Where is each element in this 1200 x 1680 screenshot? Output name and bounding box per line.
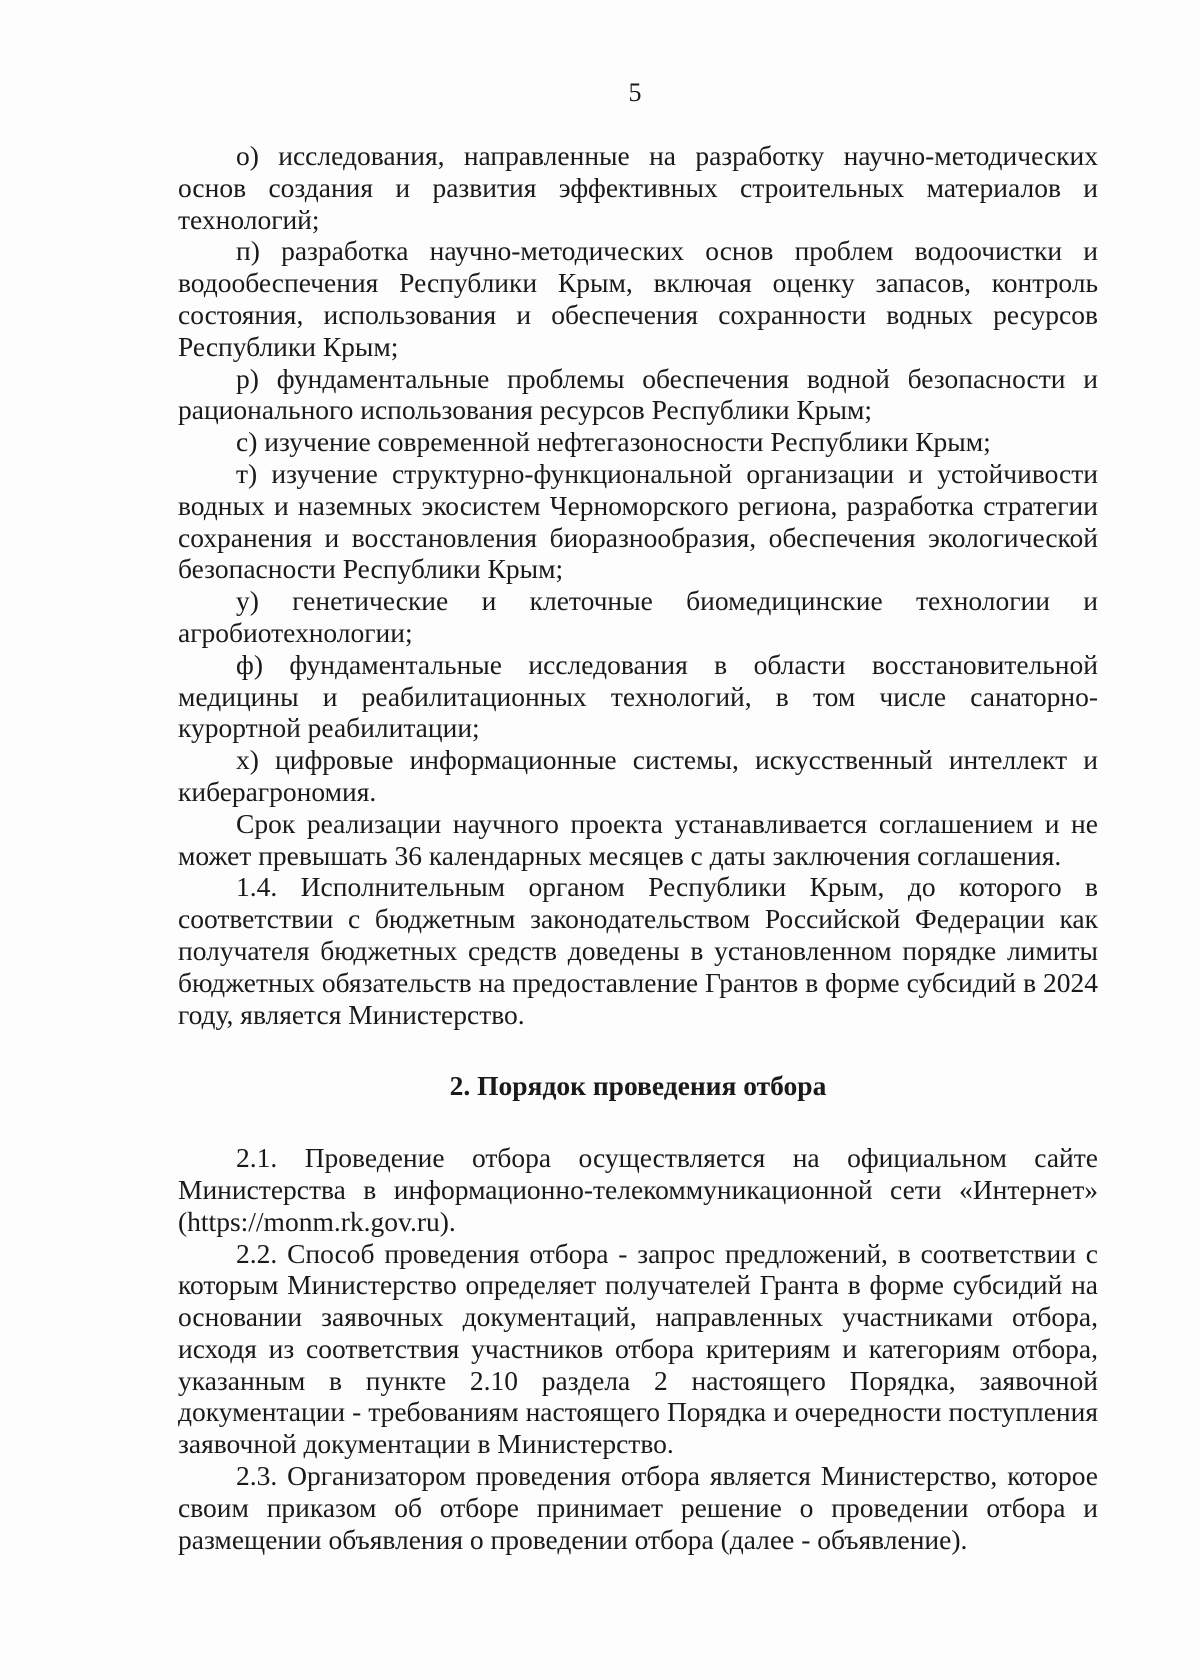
paragraph-1-4: 1.4. Исполнительным органом Республики Крым, до которого в соответствии с бюджетным законодательством Российской Федерации как получателя бюджетных средств доведены в установленном порядке лимиты бюджетных обязательств на предоставление Грантов в форме субсидий в 2024 году, является Министерство. — [178, 871, 1098, 1030]
paragraph-item-r: р) фундаментальные проблемы обеспечения водной безопасности и рационального использования ресурсов Республики Крым; — [178, 362, 1098, 426]
section-heading: 2. Порядок проведения отбора — [449, 1070, 827, 1102]
paragraph-item-u: у) генетические и клеточные биомедицинские технологии и агробиотехнологии; — [178, 585, 1098, 648]
paragraph-2-3: 2.3. Организатором проведения отбора является Министерство, которое своим приказом об отборе принимает решение о проведении отбора и размещении объявления о проведении отбора (далее - объявление). — [178, 1460, 1098, 1555]
document-body — [178, 140, 1098, 1555]
paragraph-item-o: о) исследования, направленные на разработку научно-методических основ создания и развития эффективных строительных материалов и технологий; — [178, 140, 1098, 235]
paragraph-item-t: т) изучение структурно-функциональной организации и устойчивости водных и наземных экосистем Черноморского региона, разработка стратегии сохранения и восстановления биоразнообразия, обеспечения экологической безопасности Республики Крым; — [178, 457, 1098, 585]
paragraph-item-h: х) цифровые информационные системы, искусственный интеллект и киберагрономия. — [178, 744, 1098, 807]
paragraph-project-term: Срок реализации научного проекта устанавливается соглашением и не может превышать 36 календарных месяцев с даты заключения соглашения. — [178, 807, 1098, 871]
paragraph-2-2: 2.2. Способ проведения отбора - запрос предложений, в соответствии с которым Министерство определяет получателей Гранта в форме субсидий на основании заявочных документаций, направленных участниками отбора, исходя из соответствия участников отбора критериям и категориям отбора, указанным в пункте 2.10 раздела 2 настоящего Порядка, заявочной документации - требованиям настоящего Порядка и очередности поступления заявочной документации в Министерство. — [178, 1237, 1098, 1460]
paragraph-item-f: ф) фундаментальные исследования в области восстановительной медицины и реабилитационных технологий, в том числе санаторно-курортной реабилитации; — [178, 648, 1098, 744]
paragraph-item-s: с) изучение современной нефтегазоносности Республики Крым; — [236, 426, 991, 458]
paragraph-2-1: 2.1. Проведение отбора осуществляется на официальном сайте Министерства в информационно-телекоммуникационной сети «Интернет» (https://monm.rk.gov.ru). — [178, 1142, 1098, 1237]
page-number: 5 — [628, 78, 642, 107]
paragraph-item-p: п) разработка научно-методических основ проблем водоочистки и водообеспечения Республики Крым, включая оценку запасов, контроль состояния, использования и обеспечения сохранности водных ресурсов Республики Крым; — [178, 235, 1098, 362]
